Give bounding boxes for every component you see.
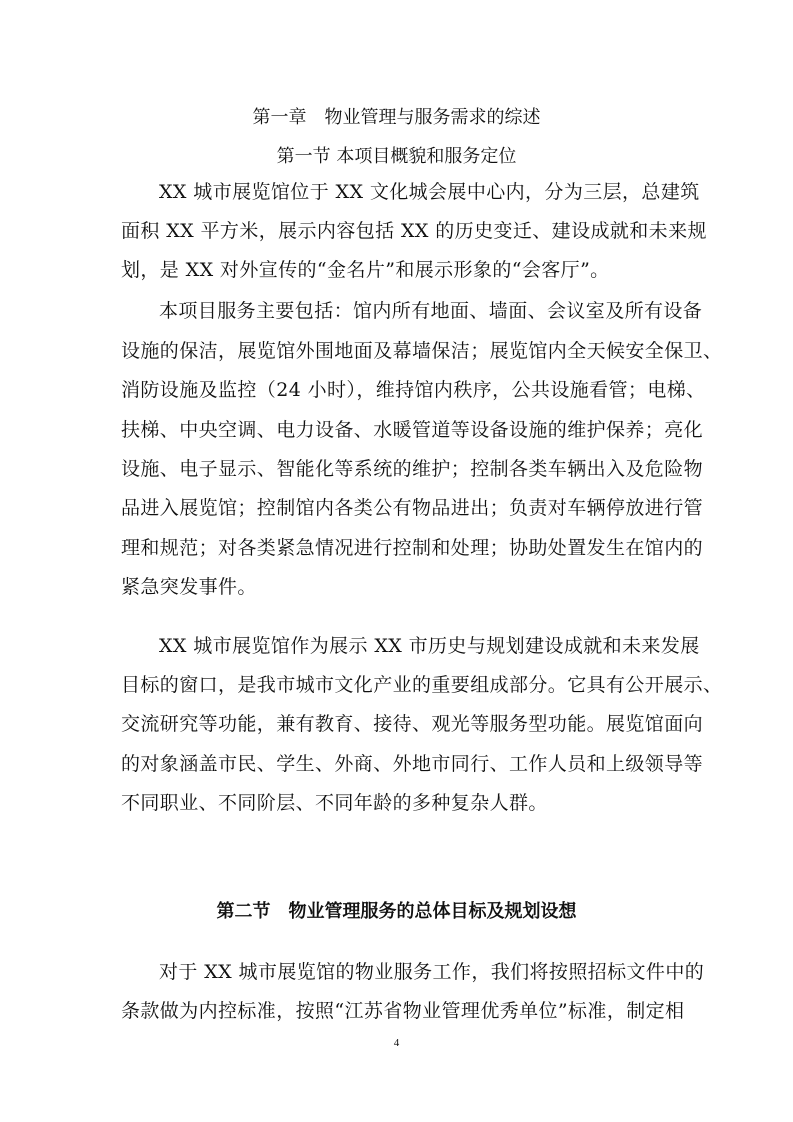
section-1-title: 第一节 本项目概貌和服务定位 [276,146,517,167]
paragraph-line: 紧急突发事件。 [121,576,257,598]
paragraph-line: XX 城市展览馆作为展示 XX 市历史与规划建设成就和未来发展 [159,635,700,657]
paragraph-line: 对于 XX 城市展览馆的物业服务工作，我们将按照招标文件中的 [159,961,705,983]
paragraph-line: 设施的保洁，展览馆外围地面及幕墙保洁；展览馆内全天候安全保卫、 [121,340,723,362]
paragraph-line: 理和规范；对各类紧急情况进行控制和处理；协助处置发生在馆内的 [121,537,704,559]
section-2-title: 第二节 物业管理服务的总体目标及规划设想 [216,901,577,922]
chapter-title: 第一章 物业管理与服务需求的综述 [252,107,541,128]
paragraph-line: 的对象涵盖市民、学生、外商、外地市同行、工作人员和上级领导等 [121,753,704,775]
paragraph-line: 品进入展览馆；控制馆内各类公有物品进出；负责对车辆停放进行管 [121,497,704,519]
paragraph-line: 本项目服务主要包括：馆内所有地面、墙面、会议室及所有设备 [159,300,703,322]
page-number: 4 [393,1037,400,1049]
paragraph-line: 条款做为内控标准，按照“江苏省物业管理优秀单位”标准，制定相 [121,1000,685,1022]
paragraph-line: XX 城市展览馆位于 XX 文化城会展中心内，分为三层，总建筑 [159,181,700,203]
paragraph-line: 划，是 XX 对外宣传的“金名片”和展示形象的“会客厅”。 [121,259,610,281]
paragraph-line: 交流研究等功能，兼有教育、接待、观光等服务型功能。展览馆面向 [121,713,704,735]
paragraph-line: 消防设施及监控（24 小时），维持馆内秩序，公共设施看管；电梯、 [121,379,706,401]
paragraph-line: 设施、电子显示、智能化等系统的维护；控制各类车辆出入及危险物 [121,458,704,480]
paragraph-line: 不同职业、不同阶层、不同年龄的多种复杂人群。 [121,792,548,814]
paragraph-line: 扶梯、中央空调、电力设备、水暖管道等设备设施的维护保养；亮化 [121,419,704,441]
paragraph-line: 目标的窗口，是我市城市文化产业的重要组成部分。它具有公开展示、 [121,674,723,696]
paragraph-line: 面积 XX 平方米，展示内容包括 XX 的历史变迁、建设成就和未来规 [121,220,707,242]
